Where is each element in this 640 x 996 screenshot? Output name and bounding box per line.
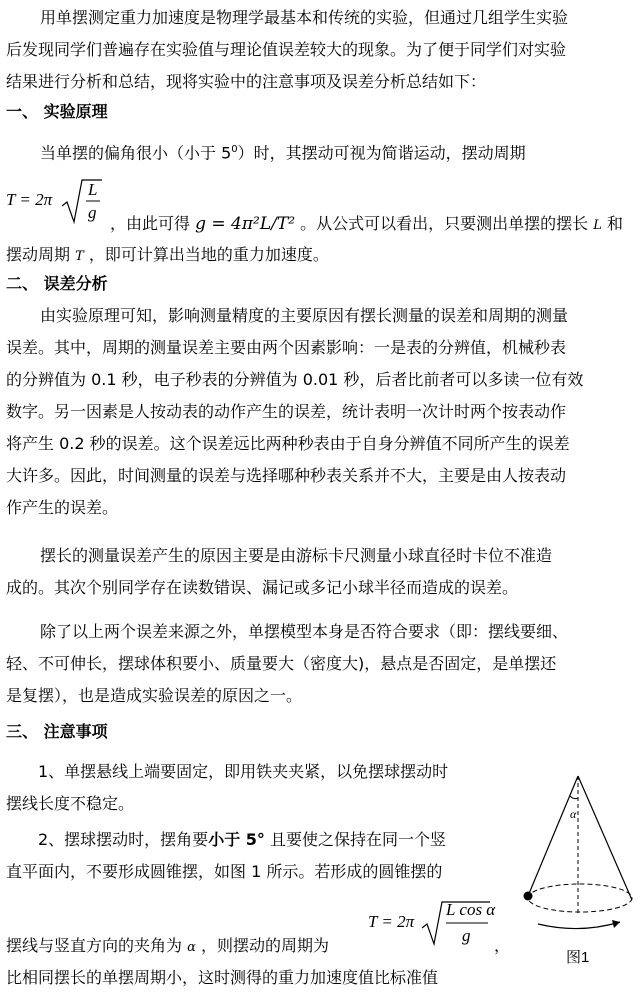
s3-item-1-line-1: 1、单摆悬线上端要固定，即用铁夹夹紧，以免摆球摆动时: [38, 762, 449, 781]
intro-line-2: 后发现同学们普遍存在实验值与理论值误差较大的现象。为了便于同学们对实验: [6, 40, 567, 59]
s3-item-2-line-3: [6, 936, 329, 958]
formula-conical: [368, 912, 414, 932]
s3-item-2-line-1: [38, 830, 446, 850]
formula-period-num: L: [88, 180, 98, 199]
rotation-arrow-head: [612, 920, 620, 928]
s2-p1-line-5: 将产生 0.2 秒的误差。这个误差远比两种秒表由于自身分辨值不同所产生的误差: [6, 434, 570, 453]
section-3-title: 三、 注意事项: [6, 722, 108, 741]
section-2-title: 二、 误差分析: [6, 274, 108, 293]
s1-text-f: 摆动周期: [6, 245, 71, 264]
s3-item-2-line-2: 直平面内，不要形成圆锥摆，如图 1 所示。若形成的圆锥摆的: [6, 862, 443, 881]
formula-conical-den: g: [462, 926, 471, 945]
formula-period-den: g: [88, 203, 97, 222]
s2-p3-line-1: 除了以上两个误差来源之外，单摆模型本身是否符合要求（即：摆线要细、: [40, 622, 569, 641]
s2-p1-line-1: 由实验原理可知，影响测量精度的主要原因有摆长测量的误差和周期的测量: [40, 306, 569, 325]
formula-period-lhs: T = 2π: [6, 190, 53, 209]
pendulum-strings: [528, 776, 632, 914]
pendulum-bob: [524, 892, 533, 901]
angle-arc: [570, 796, 578, 799]
s3-item-2-line-4: 比相同摆长的单摆周期小，这时测得的重力加速度值比标准值: [6, 968, 439, 987]
s3-item-1-line-2: 摆线长度不稳定。: [6, 794, 135, 813]
s1-text-c: ，由此可得: [110, 214, 191, 233]
s2-p1-line-3: 的分辨值为 0.1 秒，电子秒表的分辨值为 0.01 秒，后者比前者可以多读一位有效: [6, 370, 584, 389]
s1-text-b: ）时，其摆动可视为简谐运动，摆动周期: [237, 143, 526, 163]
s2-p1-line-6: 大许多。因此，时间测量的误差与选择哪种秒表关系并不大，主要是由人按表动: [6, 466, 567, 485]
rotation-arrow: [538, 922, 620, 929]
s2-p2-line-2: 成的。其次个别同学存在读数错误、漏记或多记小球半径而造成的误差。: [6, 578, 519, 597]
figure-caption: 图1: [566, 949, 590, 966]
s1-text-g: ，即可计算出当地的重力加速度。: [88, 245, 329, 264]
s1-line-1: [40, 140, 526, 163]
s1-text-d: 。从公式可以看出，只要测出单摆的摆长: [300, 214, 589, 233]
s3-item-2-text-a: 2、摆球摆动时，摆角要: [38, 830, 209, 849]
angle-label: α: [570, 807, 577, 821]
s3-item-2-text-c: 且要使之保持在同一个竖: [264, 830, 446, 849]
formula-conical-num: L cos α: [446, 900, 496, 919]
s3-item-2-bold: 小于 5°: [208, 830, 265, 849]
formula-g: g = 4π²L/T²: [195, 214, 296, 234]
intro-line-3: 结果进行分析和总结，现将实验中的注意事项及误差分析总结如下：: [6, 72, 487, 91]
figure-conical-pendulum: [508, 766, 638, 996]
s1-line-3: [6, 245, 329, 267]
s1-text-e: 和: [606, 214, 623, 233]
s1-line-2: [110, 214, 623, 236]
s2-p1-line-2: 误差。其中，周期的测量误差主要由两个因素影响：一是表的分辨值，机械秒表: [6, 338, 567, 357]
symbol-alpha: α: [187, 940, 196, 955]
formula-period: [6, 190, 52, 210]
symbol-L: L: [593, 218, 602, 233]
s3-item-2-text-d: 摆线与竖直方向的夹角为: [6, 936, 183, 955]
s3-item-2-comma: ，: [494, 936, 511, 955]
s1-text-a: 当单摆的偏角很小（小于 5: [40, 143, 232, 163]
s1-superscript: 0: [231, 144, 238, 155]
formula-conical-lhs: T = 2π: [368, 912, 415, 931]
s2-p1-line-7: 作产生的误差。: [6, 498, 119, 517]
s2-p3-line-3: 是复摆），也是造成实验误差的原因之一。: [6, 686, 303, 705]
s2-p3-line-2: 轻、不可伸长，摆球体积要小、质量要大（密度大)，悬点是否固定，是单摆还: [6, 654, 557, 673]
s2-p2-line-1: 摆长的测量误差产生的原因主要是由游标卡尺测量小球直径时卡位不准造: [40, 546, 553, 565]
cone-base-ellipse: [528, 884, 632, 912]
section-1-title: 一、 实验原理: [6, 102, 108, 121]
symbol-T: T: [75, 249, 84, 264]
s3-item-2-text-e: ，则摆动的周期为: [200, 936, 329, 955]
s2-p1-line-4: 数字。另一因素是人按动表的动作产生的误差，统计表明一次计时两个按表动作: [6, 402, 567, 421]
intro-line-1: 用单摆测定重力加速度是物理学最基本和传统的实验，但通过几组学生实验: [40, 8, 569, 27]
